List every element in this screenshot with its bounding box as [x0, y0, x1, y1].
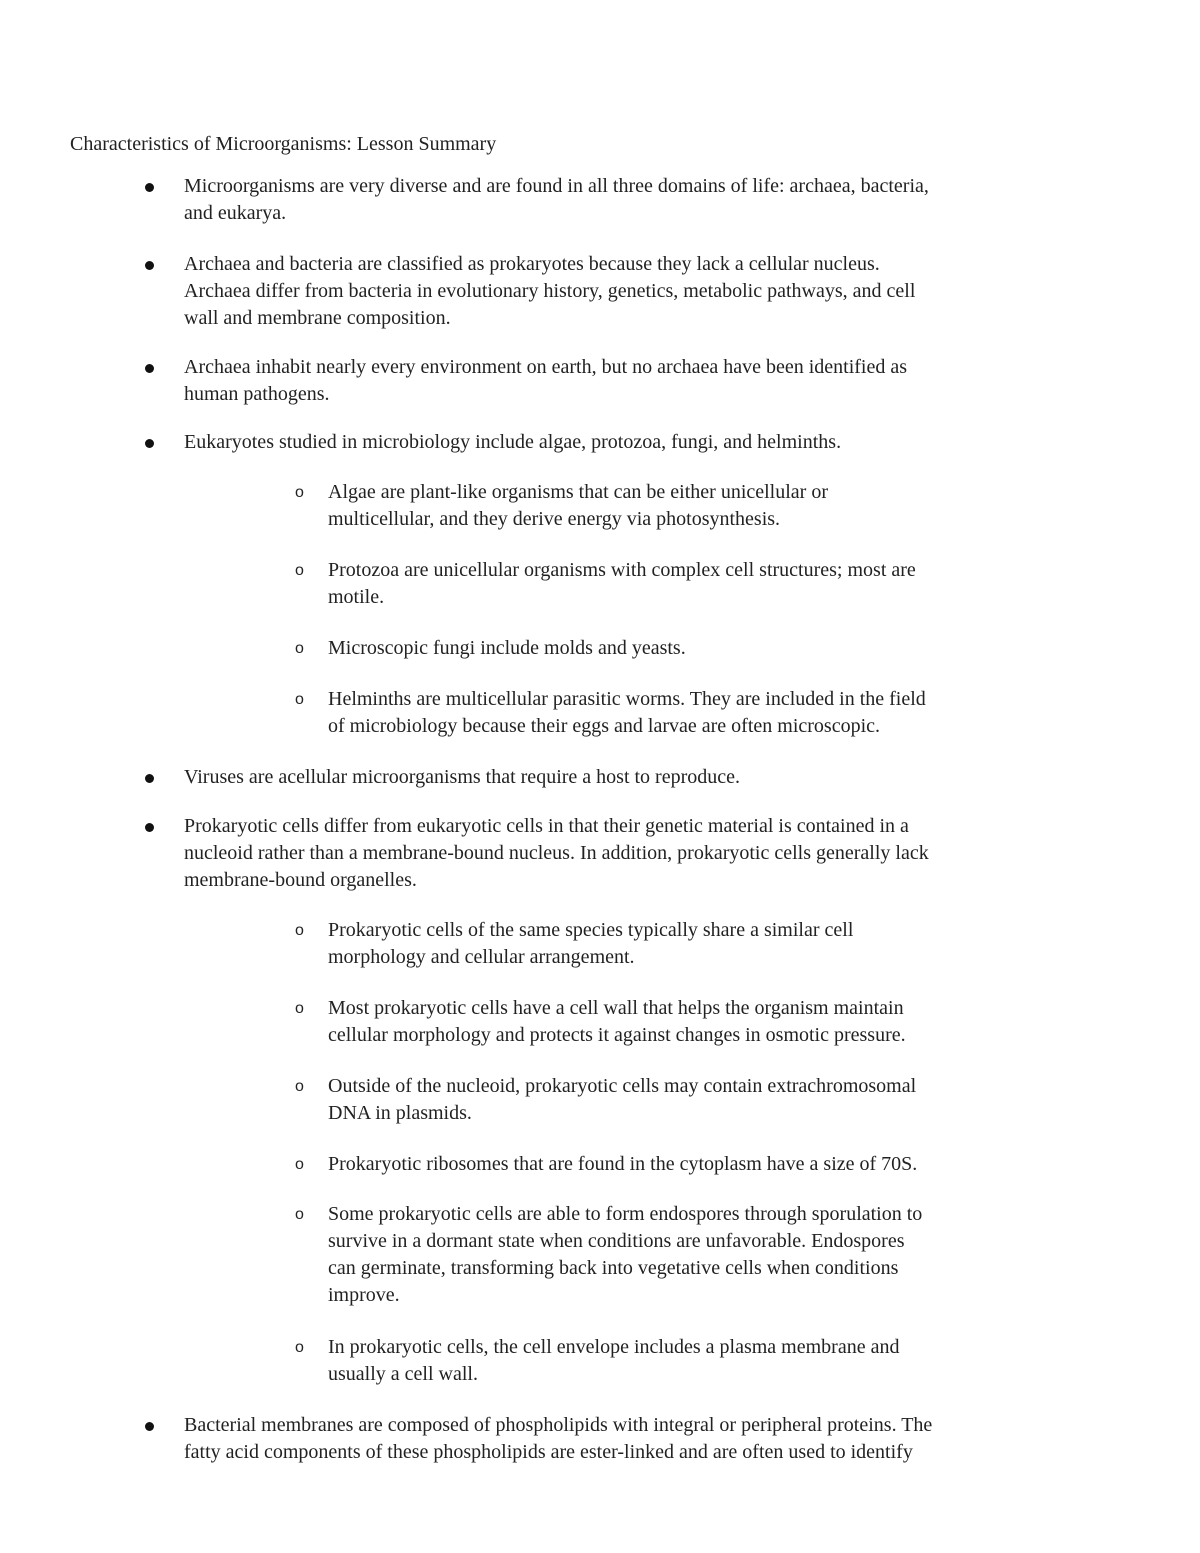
bullet-item: [184, 764, 1084, 791]
sub-bullet-icon: o: [295, 640, 304, 657]
item-text-line: usually a cell wall.: [328, 1363, 478, 1385]
item-text-line: Archaea differ from bacteria in evolutionary history, genetics, metabolic pathways, and cell: [184, 280, 916, 302]
item-text-line: Archaea and bacteria are classified as prokaryotes because they lack a cellular nucleus.: [184, 253, 880, 275]
item-text-line: cellular morphology and protects it against changes in osmotic pressure.: [328, 1024, 906, 1046]
item-text-line: Prokaryotic ribosomes that are found in the cytoplasm have a size of 70S.: [328, 1153, 918, 1175]
item-text-line: Viruses are acellular microorganisms that require a host to reproduce.: [184, 766, 741, 788]
sub-bullet-item: [295, 1151, 1058, 1178]
item-text-line: Some prokaryotic cells are able to form endospores through sporulation to: [328, 1203, 923, 1225]
sub-bullet-item: [295, 995, 1058, 1049]
bullet-icon: [145, 774, 154, 783]
item-text-line: Most prokaryotic cells have a cell wall that helps the organism maintain: [328, 997, 904, 1019]
item-text-line: fatty acid components of these phospholipids are ester-linked and are often used to identify: [184, 1441, 913, 1463]
item-text-line: human pathogens.: [184, 383, 330, 405]
sub-bullet-icon: o: [295, 922, 304, 939]
item-text-line: membrane-bound organelles.: [184, 869, 417, 891]
item-text-line: wall and membrane composition.: [184, 307, 451, 329]
item-text-line: Prokaryotic cells differ from eukaryotic cells in that their genetic material is contained in a: [184, 815, 909, 837]
item-text-line: Algae are plant-like organisms that can be either unicellular or: [328, 481, 828, 503]
bullet-icon: [145, 823, 154, 832]
sub-bullet-icon: o: [295, 1206, 304, 1223]
sub-bullet-item: [295, 479, 1058, 533]
bullet-icon: [145, 1422, 154, 1431]
item-text-line: Prokaryotic cells of the same species typically share a similar cell: [328, 919, 854, 941]
item-text-line: Archaea inhabit nearly every environment on earth, but no archaea have been identified as: [184, 356, 908, 378]
sub-bullet-item: [295, 1201, 1058, 1309]
bullet-item: [184, 429, 1084, 456]
bullet-item: [184, 251, 1084, 332]
sub-bullet-icon: o: [295, 1339, 304, 1356]
item-text-line: survive in a dormant state when conditions are unfavorable. Endospores: [328, 1230, 905, 1252]
item-text-line: nucleoid rather than a membrane-bound nucleus. In addition, prokaryotic cells generally lack: [184, 842, 929, 864]
item-text-line: Outside of the nucleoid, prokaryotic cells may contain extrachromosomal: [328, 1075, 917, 1097]
item-text-line: multicellular, and they derive energy via photosynthesis.: [328, 508, 781, 530]
item-text-line: DNA in plasmids.: [328, 1102, 472, 1124]
bullet-icon: [145, 439, 154, 448]
bullet-icon: [145, 364, 154, 373]
item-text-line: Protozoa are unicellular organisms with complex cell structures; most are: [328, 559, 916, 581]
sub-bullet-item: [295, 1334, 1058, 1388]
item-text-line: and eukarya.: [184, 202, 287, 224]
bullet-item: [184, 1412, 1084, 1466]
sub-bullet-item: [295, 686, 1058, 740]
document-title: Characteristics of Microorganisms: Lesson Summary: [70, 133, 497, 155]
sub-bullet-icon: o: [295, 562, 304, 579]
item-text-line: Microorganisms are very diverse and are found in all three domains of life: archaea, bacteria,: [184, 175, 929, 197]
bullet-icon: [145, 183, 154, 192]
bullet-item: [184, 813, 1084, 894]
sub-bullet-icon: o: [295, 1000, 304, 1017]
sub-bullet-item: [295, 557, 1058, 611]
sub-bullet-icon: o: [295, 484, 304, 501]
item-text-line: Microscopic fungi include molds and yeasts.: [328, 637, 686, 659]
item-text-line: In prokaryotic cells, the cell envelope includes a plasma membrane and: [328, 1336, 900, 1358]
item-text-line: Bacterial membranes are composed of phospholipids with integral or peripheral proteins. The: [184, 1414, 933, 1436]
bullet-item: [184, 354, 1084, 408]
sub-bullet-item: [295, 635, 1058, 662]
item-text-line: can germinate, transforming back into vegetative cells when conditions: [328, 1257, 899, 1279]
sub-bullet-item: [295, 917, 1058, 971]
bullet-item: [184, 173, 1084, 227]
item-text-line: Helminths are multicellular parasitic worms. They are included in the field: [328, 688, 926, 710]
item-text-line: of microbiology because their eggs and larvae are often microscopic.: [328, 715, 881, 737]
item-text-line: morphology and cellular arrangement.: [328, 946, 635, 968]
item-text-line: improve.: [328, 1284, 400, 1306]
sub-bullet-icon: o: [295, 691, 304, 708]
item-text-line: Eukaryotes studied in microbiology include algae, protozoa, fungi, and helminths.: [184, 431, 842, 453]
sub-bullet-icon: o: [295, 1078, 304, 1095]
sub-bullet-icon: o: [295, 1156, 304, 1173]
item-text-line: motile.: [328, 586, 385, 608]
sub-bullet-item: [295, 1073, 1058, 1127]
bullet-icon: [145, 261, 154, 270]
